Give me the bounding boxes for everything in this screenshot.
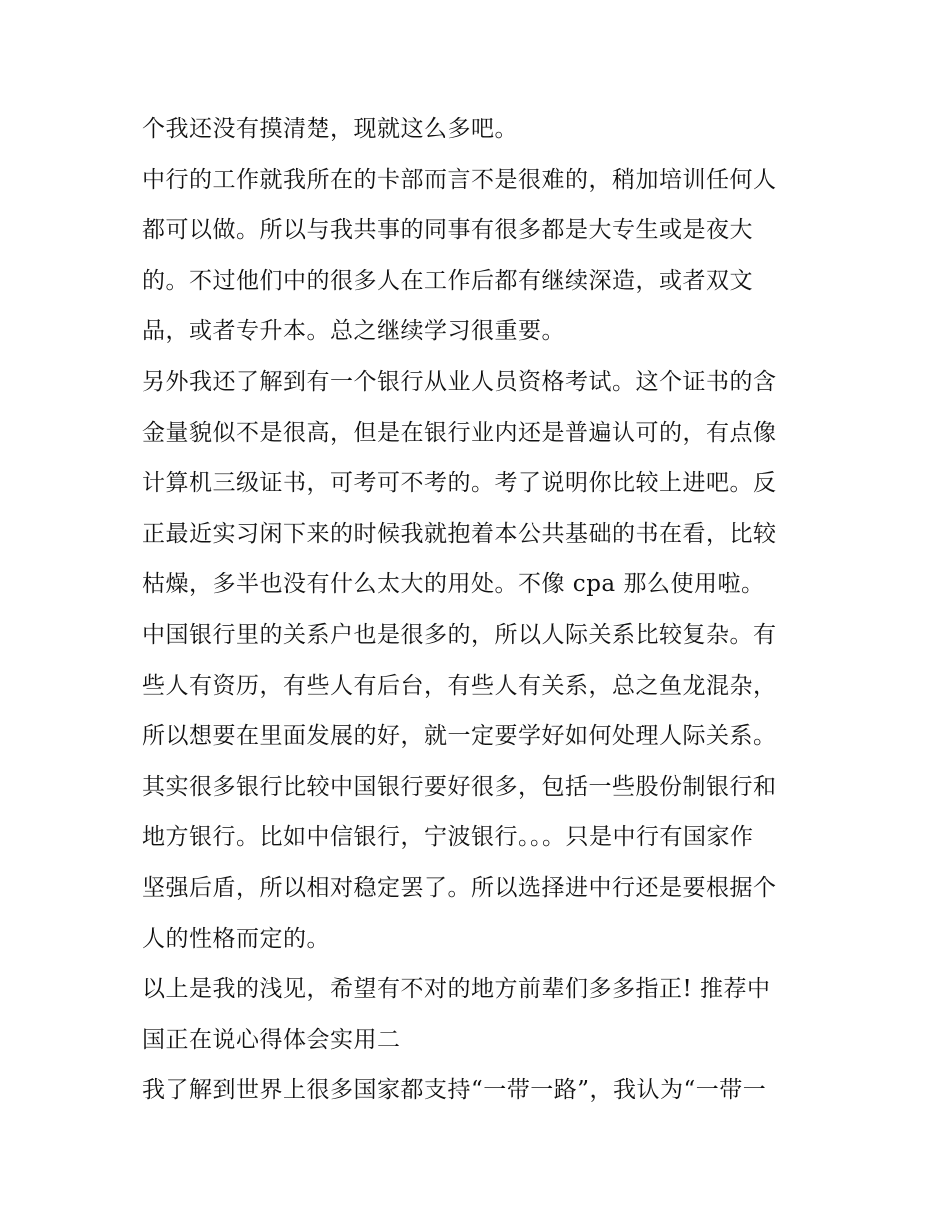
text-line: 人的性格而定的。: [142, 926, 330, 952]
text-line: 正最近实习闲下来的时候我就抱着本公共基础的书在看，比较: [142, 521, 777, 547]
text-line: 中国银行里的关系户也是很多的，所以人际关系比较复杂。有: [142, 622, 777, 648]
text-line: 另外我还了解到有一个银行从业人员资格考试。这个证书的含: [142, 369, 777, 395]
text-line: 计算机三级证书，可考可不考的。考了说明你比较上进吧。反: [142, 470, 777, 496]
text-line: 品，或者专升本。总之继续学习很重要。: [142, 318, 565, 344]
text-line: 中行的工作就我所在的卡部而言不是很难的，稍加培训任何人: [142, 167, 777, 193]
text-line: 个我还没有摸清楚，现就这么多吧。: [142, 116, 518, 142]
text-line: 地方银行。比如中信银行，宁波银行。。。只是中行有国家作: [142, 824, 754, 850]
text-line: 其实很多银行比较中国银行要好很多，包括一些股份制银行和: [142, 774, 777, 800]
text-line: 以上是我的浅见，希望有不对的地方前辈们多多指正! 推荐中: [142, 976, 771, 1002]
text-line: 的。不过他们中的很多人在工作后都有继续深造，或者双文: [142, 268, 753, 294]
text-line: 都可以做。所以与我共事的同事有很多都是大专生或是夜大: [142, 217, 753, 243]
text-line: 所以想要在里面发展的好，就一定要学好如何处理人际关系。: [142, 723, 777, 749]
text-line: 我了解到世界上很多国家都支持“一带一路”，我认为“一带一: [142, 1077, 767, 1103]
text-line: 些人有资历，有些人有后台，有些人有关系，总之鱼龙混杂，: [142, 673, 777, 699]
text-line: 枯燥，多半也没有什么太大的用处。不像 cpa 那么使用啦。: [142, 571, 765, 597]
text-line: 金量貌似不是很高，但是在银行业内还是普遍认可的，有点像: [142, 420, 777, 446]
text-line: 国正在说心得体会实用二: [142, 1027, 401, 1053]
text-line: 坚强后盾，所以相对稳定罢了。所以选择进中行还是要根据个: [142, 875, 777, 901]
